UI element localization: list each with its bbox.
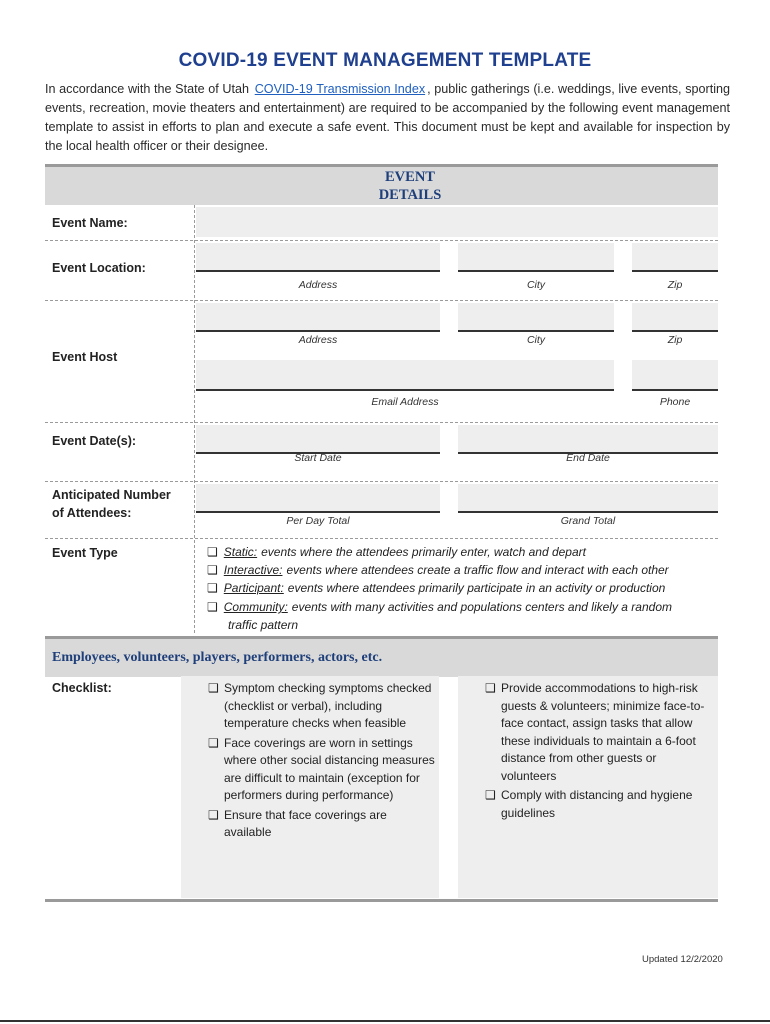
option-name: Interactive: — [223, 563, 283, 577]
column-divider — [194, 205, 195, 633]
checklist-item[interactable] — [485, 787, 707, 822]
host-address-caption: Address — [298, 334, 338, 346]
attendees-label-line-1: Anticipated Number — [52, 488, 171, 502]
host-address-field[interactable] — [196, 303, 440, 332]
event-type-participant[interactable] — [207, 579, 665, 597]
attendees-label-line-2: of Attendees: — [52, 506, 132, 520]
start-date-caption: Start Date — [294, 452, 342, 464]
header-line-2: DETAILS — [378, 187, 442, 203]
intro-text-before: In accordance with the State of Utah — [45, 82, 250, 96]
checklist-item[interactable] — [208, 680, 436, 733]
checklist-right-items — [485, 680, 707, 824]
checklist-item-text: Comply with distancing and hygiene guidelines — [501, 788, 693, 820]
event-type-interactive[interactable] — [207, 561, 669, 579]
host-email-field[interactable] — [196, 360, 614, 391]
per-day-total-field[interactable] — [196, 484, 440, 513]
page-bottom-edge — [0, 1020, 770, 1022]
end-date-field[interactable] — [458, 425, 718, 454]
host-city-caption: City — [526, 334, 546, 346]
checkbox-icon[interactable]: ❑ — [207, 600, 218, 614]
row-divider — [45, 300, 718, 301]
per-day-total-caption: Per Day Total — [286, 515, 350, 527]
event-type-community-desc-cont: traffic pattern — [228, 618, 299, 632]
checkbox-icon[interactable]: ❑ — [485, 681, 496, 695]
option-name: Community: — [223, 600, 288, 614]
row-divider — [45, 422, 718, 423]
event-type-label: Event Type — [52, 546, 118, 560]
section-bottom-rule — [45, 899, 718, 902]
row-divider — [45, 481, 718, 482]
location-address-field[interactable] — [196, 243, 440, 272]
option-desc: events where attendees primarily participate in an activity or production — [287, 581, 666, 595]
checkbox-icon[interactable]: ❑ — [208, 735, 219, 750]
page-title: COVID-19 EVENT MANAGEMENT TEMPLATE — [178, 50, 592, 71]
host-email-caption: Email Address — [371, 396, 439, 408]
event-type-community[interactable] — [207, 598, 672, 616]
event-host-label: Event Host — [52, 350, 118, 364]
employees-section-header: Employees, volunteers, players, performers, actors, etc. — [52, 650, 383, 665]
location-city-caption: City — [526, 279, 546, 291]
checklist-label: Checklist: — [52, 681, 112, 695]
checklist-item-text: Ensure that face coverings are available — [224, 807, 387, 839]
covid-transmission-index-link[interactable]: COVID-19 Transmission Index — [254, 82, 426, 96]
checklist-left-items — [208, 680, 436, 844]
event-type-static[interactable] — [207, 543, 586, 561]
option-name: Participant: — [223, 581, 284, 595]
start-date-field[interactable] — [196, 425, 440, 454]
end-date-caption: End Date — [566, 452, 610, 464]
option-desc: events where attendees create a traffic flow and interact with each other — [286, 563, 669, 577]
checklist-item-text: Face coverings are worn in settings where other social distancing measures are difficult to maintain (exception for performers during performance) — [224, 735, 435, 802]
checklist-item[interactable] — [485, 680, 707, 785]
location-zip-field[interactable] — [632, 243, 718, 272]
checkbox-icon[interactable]: ❑ — [207, 581, 218, 595]
row-divider — [45, 538, 718, 539]
event-location-label: Event Location: — [52, 261, 146, 275]
grand-total-field[interactable] — [458, 484, 718, 513]
checklist-item[interactable] — [208, 735, 436, 805]
checklist-item-text: Symptom checking symptoms checked (checklist or verbal), including temperature checks when feasible — [224, 681, 432, 730]
location-address-caption: Address — [298, 279, 338, 291]
updated-date: Updated 12/2/2020 — [642, 954, 723, 965]
attendees-label — [52, 486, 171, 522]
option-desc: events with many activities and populations centers and likely a random — [291, 600, 672, 614]
event-dates-label: Event Date(s): — [52, 434, 137, 448]
row-divider — [45, 240, 718, 241]
host-zip-field[interactable] — [632, 303, 718, 332]
grand-total-caption: Grand Total — [560, 515, 616, 527]
intro-text-after: , public gatherings (i.e. weddings, live events, sporting events, recreation, movie theaters and entertainment) are required to be accompanied by the following event management template to assist in efforts to plan and execute a safe event. This document must be kept and available for inspection by the local health officer or their designee. — [45, 82, 731, 153]
host-zip-caption: Zip — [667, 334, 683, 346]
checkbox-icon[interactable]: ❑ — [208, 807, 219, 822]
checkbox-icon[interactable]: ❑ — [485, 788, 496, 802]
host-city-field[interactable] — [458, 303, 614, 332]
checkbox-icon[interactable]: ❑ — [207, 545, 218, 559]
checklist-item-text: Provide accommodations to high-risk guests & volunteers; minimize face-to-face contact, assign tasks that allow these individuals to maintain a 6-foot distance from other guests or volunteers — [501, 681, 705, 783]
host-phone-field[interactable] — [632, 360, 718, 391]
event-name-field[interactable] — [196, 207, 718, 237]
location-zip-caption: Zip — [667, 279, 683, 291]
checklist-item[interactable] — [208, 807, 436, 842]
checkbox-icon[interactable]: ❑ — [208, 681, 219, 695]
option-desc: events where the attendees primarily enter, watch and depart — [261, 545, 586, 559]
event-details-header — [300, 168, 520, 204]
host-phone-caption: Phone — [659, 396, 691, 408]
location-city-field[interactable] — [458, 243, 614, 272]
header-line-1: EVENT — [385, 169, 435, 185]
intro-paragraph — [45, 80, 730, 156]
checkbox-icon[interactable]: ❑ — [207, 563, 218, 577]
event-name-label: Event Name: — [52, 216, 128, 230]
option-name: Static: — [223, 545, 258, 559]
